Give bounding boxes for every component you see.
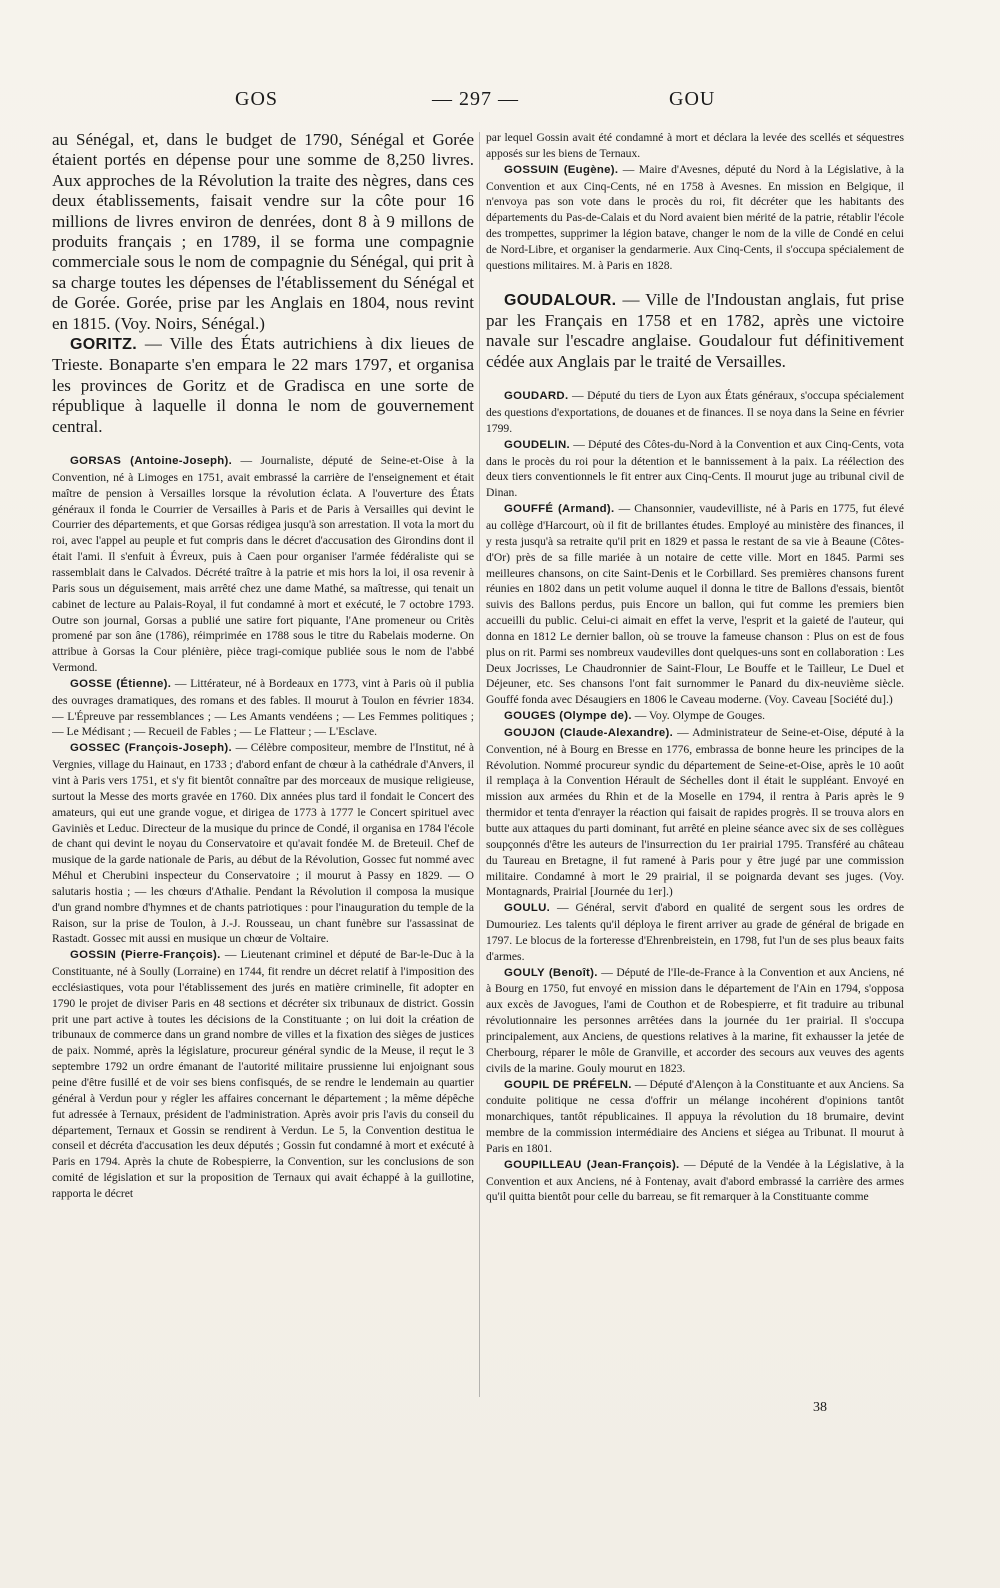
headword-goupil: GOUPIL DE PRÉFELN.: [504, 1078, 632, 1091]
senegal-text: au Sénégal, et, dans le budget de 1790, Sénégal et Gorée étaient portés en dépense pour une somme de 8,250 livres. Aux approches de la Révolution la traite des nègres, dans ces deux établissements, faisait vendre sur la côte pour 16 millions de livres environ de denrées, dont 8 à 9 millons de produits français ; en 1789, il se forma une compagnie commerciale sous le nom de compagnie du Sénégal, qui prit à sa charge toutes les dépenses de l'établissement du Sénégal et de Gorée. Gorée, prise par les Anglais en 1804, nous revint en 1815. (Voy. Noirs, Sénégal.): [52, 130, 474, 333]
text-goupilleau: — Député de la Vendée à la Législative, à la Convention et aux Anciens, né à Fontenay, avait d'abord embrassé la carrière des armes qu'il quitta bientôt pour celle du barreau, se fit remarquer à la Constituante comme: [486, 1157, 904, 1204]
headword-goudalour: GOUDALOUR.: [504, 291, 617, 309]
column-divider: [479, 132, 480, 1397]
headword-gouffe: GOUFFÉ (Armand).: [504, 503, 615, 516]
text-goudalour: — Ville de l'Indoustan anglais, fut prise par les Français en 1758 et en 1782, après une victoire navale sur l'escadre anglaise. Goudalour fut définitivement cédée aux Anglais par le traité de Versailles.: [486, 289, 904, 371]
headword-gosse: GOSSE (Étienne).: [70, 677, 172, 690]
text-gossuin: — Maire d'Avesnes, député du Nord à la Législative, à la Convention et aux Cinq-Cents, né en 1758 à Avesnes. En mission en Belgique, il n'envoya pas son vote dans le procès du roi, fit décréter que les habitants des départements du Pas-de-Calais et du Nord avaient bien mérité de la patrie, rétablir l'école des trompettes, supprimer la légion batave, changer le nom de la ville de Condé en celui de Nord-Libre, et organiser la gendarmerie. Aux Cinq-Cents, il s'occupa spécialement de questions militaires. M. à Paris en 1828.: [486, 162, 904, 272]
headword-goudard: GOUDARD.: [504, 390, 569, 403]
entry-goudalour: [486, 290, 904, 373]
entry-gouly: [486, 965, 904, 1077]
headword-gossuin: GOSSUIN (Eugène).: [504, 163, 619, 176]
running-head-right: GOU: [669, 88, 716, 110]
headword-goulu: GOULU.: [504, 902, 551, 915]
entry-gorsas: [52, 453, 474, 676]
text-gossec: — Célèbre compositeur, membre de l'Institut, né à Vergnies, village du Hainaut, en 1733 ; d'abord enfant de chœur à la cathédrale d'Anvers, il vint à Paris vers 1751, et s'y fit bientôt connaître par des morceaux de musique religieuse, surtout la Messe des morts gravée en 1760. Dix années plus tard il fondait le Concert des amateurs, qui eut une grande vogue, et dirigea de 1773 à 1777 le Concert spirituel avec Gaviniès et Leduc. Directeur de la musique du prince de Condé, il organisa en 1784 l'école de chant qui devint le noyau du Conservatoire et qu'avait fondée M. de Breteuil. Chef de musique de la garde nationale de Paris, au début de la Révolution, Gossec fut nommé avec Méhul et Cherubini inspecteur du Conservatoire ; il mourut à Passy en 1829. — O salutaris hostia ; — les chœurs d'Athalie. Pendant la Révolution il composa la musique d'un grand nombre d'hymnes et de chants patriotiques : pour l'inauguration du temple de la Raison, sur la prise de Toulon, à J.-J. Rousseau, un chant funèbre sur l'assassinat de Rastadt. Gossec mit aussi en musique un chœur de Voltaire.: [52, 741, 474, 946]
text-gorsas: — Journaliste, député de Seine-et-Oise à la Convention, né à Limoges en 1751, avait embrassé la carrière de l'enseignement et était maître de pension à Versailles lorsque la révolution éclata. A l'ouverture des États généraux il fonda le Courrier de Versailles à Paris et de Paris à Versailles qui devint le Courrier des départements, et que Gorsas rédigea jusqu'à son arrestation. Il vota la mort du roi, avec l'appel au peuple et fut compris dans le décret d'accusation des Girondins dont il était l'ami. Il s'enfuit à Évreux, puis à Caen pour organiser l'armée fédéraliste qui se rassemblait dans le Calvados. Décrété traître à la patrie et mis hors la loi, il osa revenir à Paris sous un déguisement, mais arrêté chez une dame Mathé, sa maîtresse, qui tenait un cabinet de lecture au Palais-Royal, il fut condamné à mort et exécuté, le 7 octobre 1793. Outre son journal, Gorsas a publié une satire fort piquante, l'Ane promeneur ou Critès promené par son âne (1786), réimprimée en 1788 sous le titre du Rabelais moderne. On attribue à Gorsas la Cour plénière, pièce tragi-comique publiée sous le nom de l'abbé Vermond.: [52, 454, 474, 675]
running-head-left: GOS: [235, 88, 279, 110]
headword-goupilleau: GOUPILLEAU (Jean-François).: [504, 1158, 680, 1171]
left-column: [52, 130, 474, 1410]
headword-gossin: GOSSIN (Pierre-François).: [70, 949, 221, 962]
entry-gouges: [486, 708, 904, 725]
entry-goujon: [486, 725, 904, 900]
headword-goudelin: GOUDELIN.: [504, 438, 570, 451]
headword-gouges: GOUGES (Olympe de).: [504, 710, 632, 723]
entry-goritz: [52, 334, 474, 437]
headword-gorsas: GORSAS (Antoine-Joseph).: [70, 455, 233, 468]
text-goupil: — Député d'Alençon à la Constituante et aux Anciens. Sa conduite politique ne cessa d'offrir un mélange incohérent d'opinions tantôt monarchiques, tantôt républicaines. Il appuya la révolution du 18 brumaire, devint membre de la commission intermédiaire des Anciens et siégea au Tribunat. Il mourut à Paris en 1801.: [486, 1077, 904, 1155]
entry-goudelin: [486, 437, 904, 501]
text-goujon: — Administrateur de Seine-et-Oise, député à la Convention, né à Bourg en Bresse en 1776, embrassa de bonne heure les principes de la Révolution. Nommé procureur syndic du département de Seine-et-Oise, après le 10 août il remplaça à la Convention Hérault de Séchelles dont il était le suppléant. Envoyé en mission aux armées du Rhin et de la Moselle en 1794, il rentra à Paris après le 9 thermidor et tenta d'enrayer la réaction qui faisait de rapides progrès. Il se trouva alors en butte aux attaques du parti dominant, fut arrêté en pleine séance avec six de ses collègues soupçonnés d'être les auteurs de l'insurrection du 1er prairial 1795. Transféré au château du Taureau en Bretagne, il fut ramené à Paris pour y être jugé par une commission militaire. Condamné à mort le 29 prairial, il se poignarda devant ses juges. (Voy. Montagnards, Prairial [Journée du 1er].): [486, 725, 904, 899]
headword-goujon: GOUJON (Claude-Alexandre).: [504, 726, 674, 739]
running-head: [0, 88, 1000, 118]
entry-goupilleau: [486, 1157, 904, 1206]
entry-gossin: [52, 947, 474, 1202]
text-gossin-cont: par lequel Gossin avait été condamné à mort et déclara la levée des scellés et séquestres apposés sur les biens de Ternaux.: [486, 131, 904, 160]
text-goudelin: — Député des Côtes-du-Nord à la Convention et aux Cinq-Cents, vota dans le procès du roi pour la détention et le bannissement à la paix. La réélection des deux tiers conventionnels le fit entrer aux Cinq-Cents. Il mourut juge au tribunal civil de Dinan.: [486, 437, 904, 500]
text-goudard: — Député du tiers de Lyon aux États généraux, s'occupa spécialement des questions d'exportations, de douanes et de finances. Il se noya dans la Seine en février 1799.: [486, 389, 904, 435]
text-gosse: — Littérateur, né à Bordeaux en 1773, vint à Paris où il publia des ouvrages dramatiques, des romans et des fables. Il mourut à Toulon en février 1834. — L'Épreuve par ressemblances ; — Les Amants vendéens ; — Les Femmes politiques ; — Le Médisant ; — Recueil de Fables ; — Le Flatteur ; — L'Esclave.: [52, 676, 474, 739]
entry-goulu: [486, 900, 904, 964]
text-goulu: — Général, servit d'abord en qualité de sergent sous les ordres de Dumouriez. Les talents qu'il déploya le firent arriver au grade de général de brigade en 1797. Le blocus de la forteresse d'Ehrenbreistein, en 1798, fut l'un de ses plus beaux faits d'armes.: [486, 901, 904, 963]
entry-gossec: [52, 740, 474, 947]
text-gouges: — Voy. Olympe de Gouges.: [634, 709, 765, 723]
entry-gosse: [52, 676, 474, 740]
text-gouly: — Député de l'Ile-de-France à la Convention et aux Anciens, né à Bourg en 1750, fut envoyé en mission dans le département de l'Ain en 1794, s'opposa aux excès de Javogues, l'ami de Couthon et de Robespierre, et fit traduire au tribunal révolutionnaire les personnes arrêtées dans la journée du 1er prairial. Il s'occupa principalement, aux Anciens, de questions relatives à la marine, fit exhausser la jetée de Cherbourg, réparer le môle de Granville, et accorder des secours aux veuves des agents civils de la marine. Gouly mourut en 1823.: [486, 965, 904, 1075]
page-number: — 297 —: [432, 88, 519, 110]
text-gouffe: — Chansonnier, vaudevilliste, né à Paris en 1775, fut élevé au collège d'Harcourt, où il fit de brillantes études. Employé au ministère des finances, il y resta jusqu'à sa retraite qu'il prit en 1829 et passa le restant de sa vie à Beaune (Côtes-d'Or) près de sa fille mariée à un notaire de cette ville. Mort en 1845. Parmi ses meilleures chansons, on cite Saint-Denis et le Corbillard. Ses premières chansons furent réunies en 1802 dans un petit volume auquel il donna le titre de Ballons d'essais, bientôt suivis des Ballons perdus, puis Encore un ballon, qui fut comme les premiers bien accueilli du public. Celui-ci aimait en effet la verve, l'esprit et la gaieté de l'auteur, qui donna en 1812 Le dernier ballon, où se trouve la fameuse chanson : Plus on est de fous plus on rit. Parmi ses nombreux vaudevilles dont quelques-uns sont en collaboration : Les Deux Jocrisses, Le Chaudronnier de Saint-Flour, Le Bouffe et le Tailleur, Le Duel et Déjeuner, etc. Ses chansons l'ont fait surnommer le Panard du dix-neuvième siècle. Gouffé fonda avec Désaugiers en 1806 le Caveau moderne. (Voy. Caveau [Société du].): [486, 502, 904, 707]
entry-gossuin: [486, 162, 904, 274]
headword-gossec: GOSSEC (François-Joseph).: [70, 742, 232, 755]
senegal-continuation: [52, 130, 474, 334]
headword-gouly: GOULY (Benoît).: [504, 966, 598, 979]
signature-mark: 38: [813, 1400, 827, 1415]
right-column: [486, 130, 904, 1400]
headword-goritz: GORITZ.: [70, 336, 137, 354]
entry-gouffe: [486, 501, 904, 708]
gossin-continuation: [486, 130, 904, 162]
entry-goupil: [486, 1077, 904, 1157]
text-gossin: — Lieutenant criminel et député de Bar-le-Duc à la Constituante, né à Soully (Lorraine) en 1744, fit rendre un décret relatif à l'imposition des ecclésiastiques, vota pour l'établissement des jurés en matière criminelle, fit adopter en 1790 le projet de diviser Paris en 48 sections et décréter six tribunaux de district. Gossin prit une part active à toutes les décisions de la Constituante ; on lui doit la création de tribunaux de commerce dans un grand nombre de villes et la fixation des sièges de justices de paix. Nommé, après la législature, procureur général syndic de la Meuse, il reçut le 3 septembre 1792 un ordre émanant de l'autorité militaire prussienne lui enjoignant sous peine d'être fusillé et de voir ses biens confisqués, de se rendre le lendemain au quartier général à Verdun pour y régler les affaires concernant le département ; la même dépêche fut adressée à Ternaux, président de l'administration. Après avoir pris l'avis du conseil du département, Ternaux et Gossin se rendirent à Verdun. Le 5, la Convention destitua le conseil et décréta d'accusation les deux députés ; Gossin fut condamné à mort et exécuté à Paris en 1794. Après la chute de Robespierre, la Convention, sur les conclusions de son comité de législation et sur la proposition de Ternaux qui avait échappé à la guillotine, rapporta le décret: [52, 948, 474, 1200]
entry-goudard: [486, 388, 904, 437]
text-goritz: — Ville des États autrichiens à dix lieues de Trieste. Bonaparte s'en empara le 22 mars 1797, et organisa les provinces de Goritz et de Gradisca en une sorte de république à laquelle il donna le nom de gouvernement central.: [52, 334, 474, 436]
